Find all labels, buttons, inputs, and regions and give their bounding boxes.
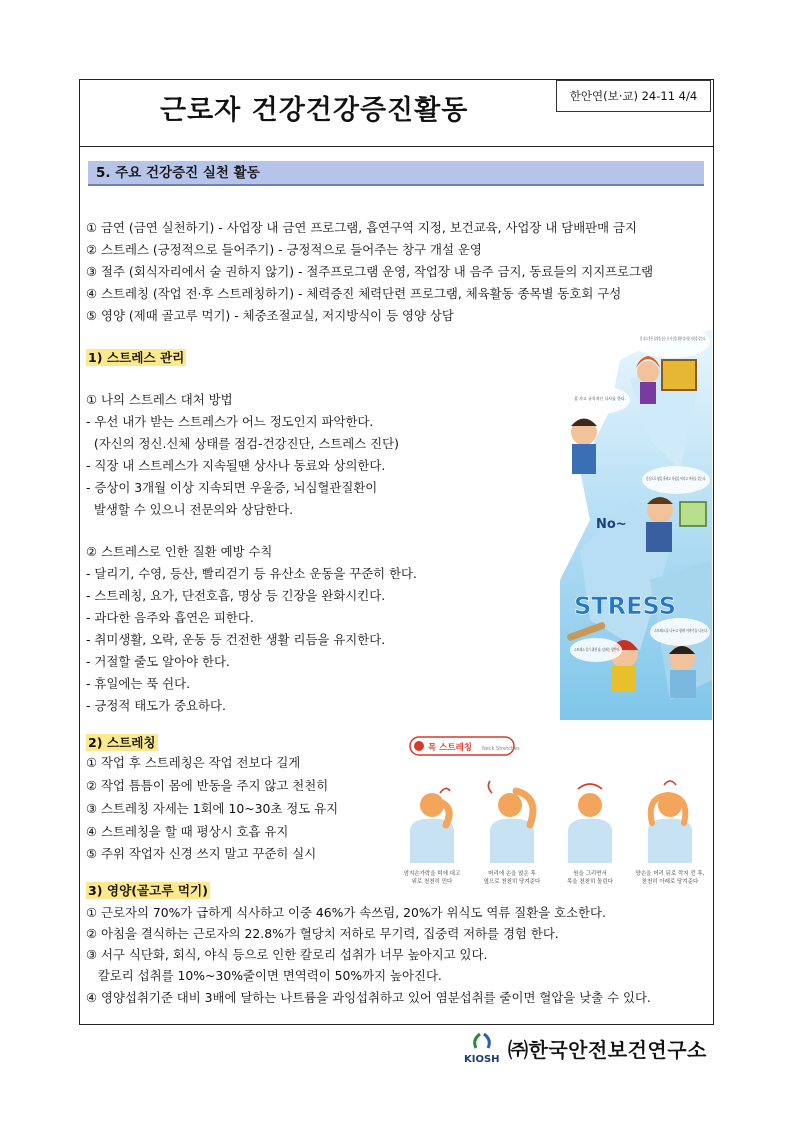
- figure-2: [488, 781, 534, 863]
- stress-heading: 1) 스트레스 관리: [88, 350, 185, 365]
- coping-line: - 직장 내 스트레스가 지속될땐 상사나 동료와 상의한다.: [86, 458, 386, 473]
- logo-mark: KIOSH: [464, 1054, 500, 1065]
- speech-bubble: 잘 자고 규칙적인 식사를 한다.: [574, 396, 630, 401]
- figure-caption: 옆으로 천천히 당겨준다: [483, 879, 541, 885]
- nutrition-item: 칼로리 섭취를 10%~30%줄이면 면역력이 50%까지 높아진다.: [86, 968, 442, 983]
- figure-caption: 위로 천천히 민다: [411, 879, 453, 885]
- figure-caption: 엄지손가락을 턱에 대고: [403, 871, 461, 877]
- stretching-heading: 2) 스트레칭: [88, 735, 156, 750]
- prevention-line: - 거절할 줄도 알아야 한다.: [86, 654, 230, 669]
- prevention-line: - 긍정적 태도가 중요하다.: [86, 698, 226, 713]
- prevention-line: - 달리기, 수영, 등산, 빨리걷기 등 유산소 운동을 꾸준히 한다.: [86, 566, 417, 581]
- stretching-item: ② 작업 틈틈이 몸에 반동을 주지 않고 천천히: [86, 778, 329, 793]
- figure-caption: 머리에 손을 얹은 후: [488, 871, 536, 877]
- figure-4: [648, 781, 692, 863]
- stretching-item: ④ 스트레칭을 할 때 평상시 호흡 유지: [86, 824, 289, 839]
- coping-line: - 우선 내가 받는 스트레스가 어느 정도인지 파악한다.: [86, 414, 374, 429]
- prevention-line: - 스트레칭, 요가, 단전호흡, 명상 등 긴장을 완화시킨다.: [86, 588, 386, 603]
- no-label: No~: [596, 517, 627, 532]
- nutrition-item: ① 근로자의 70%가 급하게 식사하고 이중 46%가 속쓰림, 20%가 위식도 역류 질환을 호소한다.: [86, 905, 606, 920]
- figure-caption: 천천히 아래로 당겨준다: [641, 879, 699, 885]
- figure-caption: 목을 천천히 돌린다: [566, 879, 614, 885]
- stretching-item: ① 작업 후 스트레칭은 작업 전보다 길게: [86, 755, 301, 770]
- neck-stretch-figure: [396, 733, 708, 885]
- speech-bubble: 잘 쉬고 좋은 음악을 듣는 등 자신을 위한 즐거운 시간을 갖는다.: [640, 336, 756, 341]
- figure-3: [568, 784, 612, 863]
- nutrition-item: ④ 영양섭취기준 대비 3배에 달하는 나트륨을 과잉섭취하고 있어 염분섭취를 줄이면 혈압을 낮출 수 있다.: [86, 990, 651, 1005]
- activity-item: ① 금연 (금연 실천하기) - 사업장 내 금연 프로그램, 흡연구역 지정, 보건교육, 사업장 내 담배판매 금지: [86, 220, 637, 235]
- figure-caption: 양손을 머리 뒤로 깍지 낀 후,: [635, 871, 705, 877]
- activity-item: ⑤ 영양 (제때 골고루 먹기) - 체중조절교실, 저지방식이 등 영양 상담: [86, 308, 454, 323]
- kiosh-logo-icon: [464, 1032, 508, 1064]
- prevention-line: - 취미생활, 오락, 운동 등 건전한 생활 리듬을 유지한다.: [86, 632, 386, 647]
- coping-line: - 증상이 3개월 이상 지속되면 우울증, 뇌심혈관질환이: [86, 480, 378, 495]
- nutrition-heading: 3) 영양(골고루 먹기): [88, 883, 208, 898]
- stress-mountain-graphic: [560, 320, 756, 720]
- document-code: 한안연(보·교) 24-11 4/4: [556, 80, 711, 112]
- activity-item: ③ 절주 (회식자리에서 술 권하지 않기) - 절주프로그램 운영, 작업장 내 음주 금지, 동료들의 지지프로그램: [86, 264, 654, 279]
- prevention-line: - 과다한 음주와 흡연은 피한다.: [86, 610, 254, 625]
- badge-title-en: Neck Stretches: [482, 746, 520, 752]
- coping-line: (자신의 정신.신체 상태를 점검-건강진단, 스트레스 진단): [86, 436, 399, 451]
- figure-caption: 원을 그리면서: [573, 871, 607, 877]
- section-heading: 5. 주요 건강증진 실천 활동: [88, 161, 704, 186]
- prevention-line: - 휴일에는 푹 쉰다.: [86, 676, 191, 691]
- stretching-item: ⑤ 주위 작업자 신경 쓰지 말고 꾸준히 실시: [86, 846, 317, 861]
- footer-logo: [464, 1030, 707, 1066]
- speech-bubble: 스트레스를 나누고 함께 이야기를 나눈다.: [654, 628, 730, 633]
- organization-name: ㈜한국안전보건연구소: [508, 1037, 707, 1062]
- activity-item: ④ 스트레칭 (작업 전·후 스트레칭하기) - 체력증진 체력단련 프로그램, 체육활동 종목별 동호회 구성: [86, 286, 622, 301]
- coping-title: ① 나의 스트레스 대처 방법: [86, 392, 233, 407]
- figure-1: [410, 788, 454, 863]
- header-divider: [79, 146, 714, 147]
- stress-illustration: [560, 320, 756, 720]
- coping-line: 발생할 수 있으니 전문의와 상담한다.: [86, 502, 294, 517]
- nutrition-item: ③ 서구 식단화, 회식, 야식 등으로 인한 칼로리 섭취가 너무 높아지고 있다.: [86, 947, 488, 962]
- stress-label: STRESS: [574, 592, 677, 620]
- page-title: 근로자 건강건강증진활동: [160, 95, 469, 126]
- badge-title: 목 스트레칭: [428, 743, 473, 753]
- speech-bubble: 운동으로 땀을 흘리고 욕심을 버리고 여유를 갖는다.: [646, 476, 741, 481]
- speech-bubble: 스트레스 풀기 위한 술, 담배는 삼간다.: [574, 647, 644, 652]
- activity-item: ② 스트레스 (긍정적으로 들어주기) - 긍정적으로 들어주는 창구 개설 운영: [86, 242, 482, 257]
- stretching-item: ③ 스트레칭 자세는 1회에 10~30초 정도 유지: [86, 801, 339, 816]
- prevention-title: ② 스트레스로 인한 질환 예방 수칙: [86, 544, 273, 559]
- neck-stretch-graphic: [396, 733, 708, 885]
- nutrition-item: ② 아침을 결식하는 근로자의 22.8%가 혈당치 저하로 무기력, 집중력 저하를 경험 한다.: [86, 926, 559, 941]
